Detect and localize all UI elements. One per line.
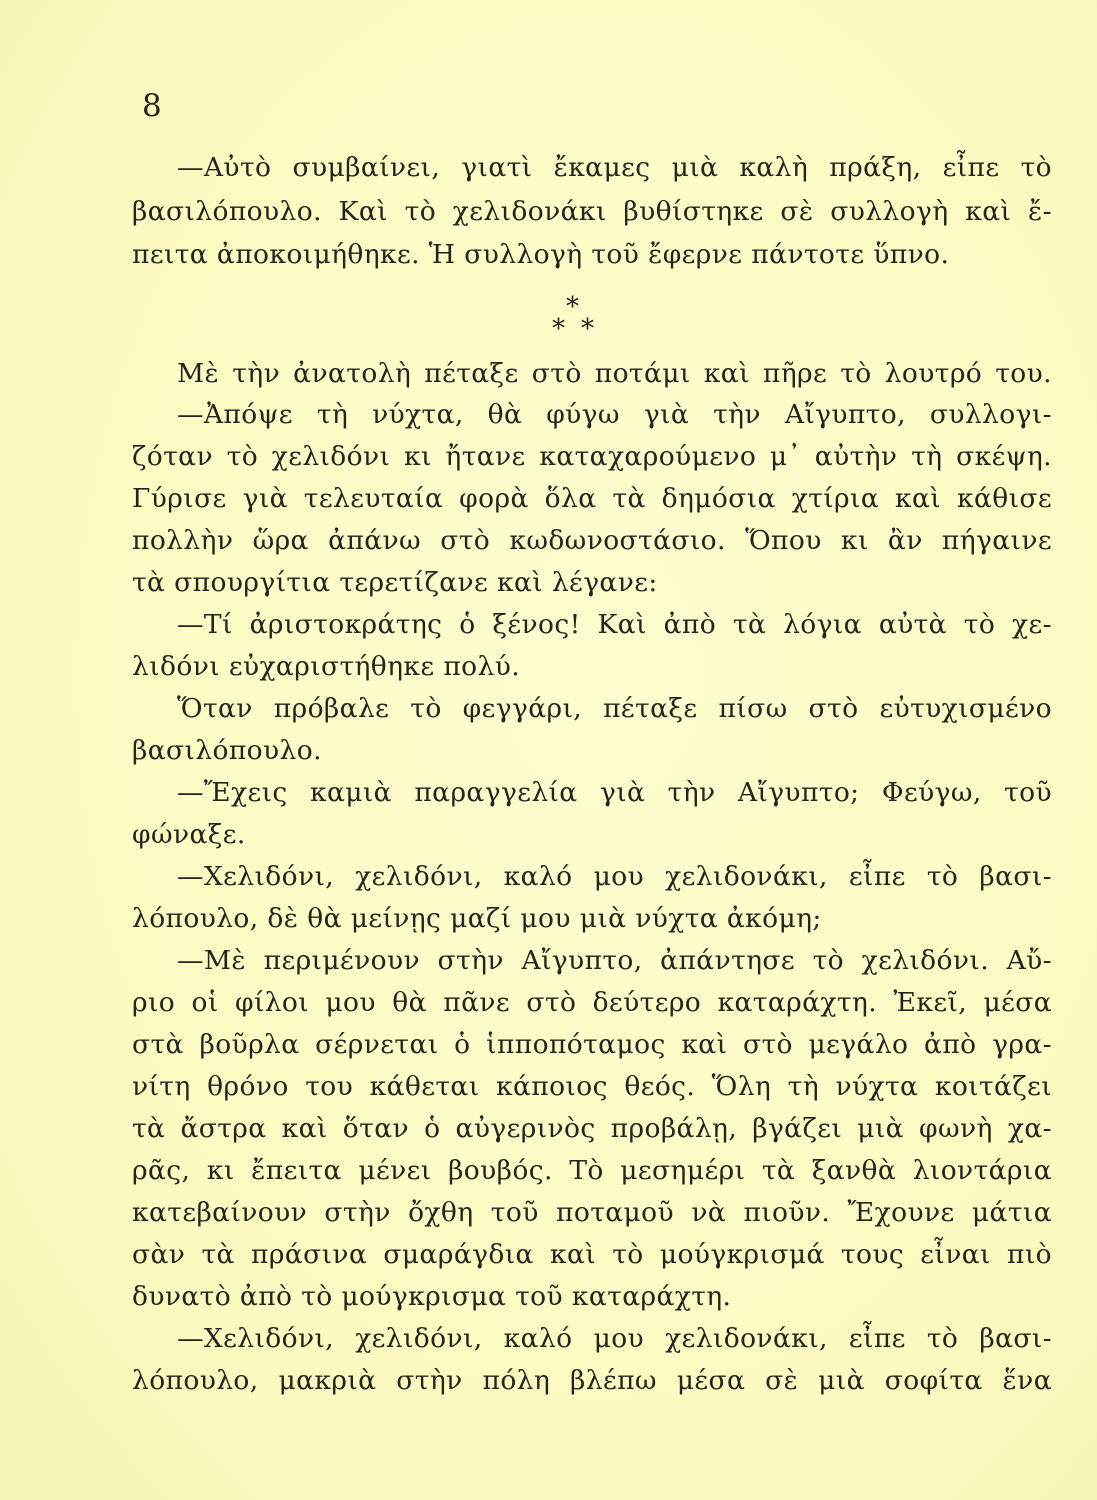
text-line: —Χελιδόνι, χελιδόνι, καλό μου χελιδονάκι, εἶπε τὸ βασι- bbox=[177, 861, 1052, 892]
text-line: φώναξε. bbox=[132, 819, 246, 850]
asterisk-ornament: * bbox=[581, 314, 594, 344]
text-line: νίτη θρόνο του κάθεται κάποιος θεός. Ὅλη τὴ νύχτα κοιτάζει bbox=[132, 1071, 1052, 1102]
text-line: —Αὐτὸ συμβαίνει, γιατὶ ἔκαμες μιὰ καλὴ πράξη, εἶπε τὸ bbox=[177, 152, 1052, 183]
text-line: βασιλόπουλο. bbox=[132, 735, 322, 766]
text-line: κατεβαίνουν στὴν ὄχθη τοῦ ποταμοῦ νὰ πιοῦν. Ἔχουνε μάτια bbox=[132, 1197, 1052, 1228]
text-line: τὰ ἄστρα καὶ ὅταν ὁ αὐγερινὸς προβάλῃ, βγάζει μιὰ φωνὴ χα- bbox=[132, 1113, 1052, 1144]
text-line: Μὲ τὴν ἀνατολὴ πέταξε στὸ ποτάμι καὶ πῆρε τὸ λουτρό του. bbox=[177, 358, 1052, 389]
text-line: σὰν τὰ πράσινα σμαράγδια καὶ τὸ μούγκρισμά τους εἶναι πιὸ bbox=[132, 1239, 1052, 1270]
text-line: δυνατὸ ἀπὸ τὸ μούγκρισμα τοῦ καταράχτη. bbox=[132, 1281, 732, 1312]
text-line: —Μὲ περιμένουν στὴν Αἴγυπτο, ἀπάντησε τὸ χελιδόνι. Αὔ- bbox=[177, 945, 1052, 976]
text-line: πειτα ἀποκοιμήθηκε. Ἡ συλλογὴ τοῦ ἔφερνε πάντοτε ὕπνο. bbox=[132, 239, 950, 270]
text-line: βασιλόπουλο. Καὶ τὸ χελιδονάκι βυθίστηκε σὲ συλλογὴ καὶ ἔ- bbox=[132, 196, 1052, 227]
asterisk-ornament: * bbox=[552, 314, 565, 344]
asterisk-ornament: * bbox=[566, 292, 579, 322]
text-line: λόπουλο, δὲ θὰ μείνῃς μαζί μου μιὰ νύχτα ἀκόμη; bbox=[132, 903, 822, 934]
text-line: λόπουλο, μακριὰ στὴν πόλη βλέπω μέσα σὲ μιὰ σοφίτα ἕνα bbox=[132, 1365, 1052, 1396]
text-line: —Ἔχεις καμιὰ παραγγελία γιὰ τὴν Αἴγυπτο; Φεύγω, τοῦ bbox=[177, 777, 1052, 808]
text-line: —Χελιδόνι, χελιδόνι, καλό μου χελιδονάκι, εἶπε τὸ βασι- bbox=[177, 1323, 1052, 1354]
text-line: —Τί ἀριστοκράτης ὁ ξένος! Καὶ ἀπὸ τὰ λόγια αὐτὰ τὸ χε- bbox=[177, 609, 1052, 640]
text-line: στὰ βοῦρλα σέρνεται ὁ ἱπποπόταμος καὶ στὸ μεγάλο ἀπὸ γρα- bbox=[132, 1029, 1052, 1060]
text-line: Ὅταν πρόβαλε τὸ φεγγάρι, πέταξε πίσω στὸ εὐτυχισμένο bbox=[177, 693, 1052, 724]
text-line: Γύρισε γιὰ τελευταία φορὰ ὅλα τὰ δημόσια χτίρια καὶ κάθισε bbox=[132, 483, 1052, 514]
text-line: ριο οἱ φίλοι μου θὰ πᾶνε στὸ δεύτερο καταράχτη. Ἐκεῖ, μέσα bbox=[132, 987, 1052, 1018]
text-line: —Ἀπόψε τὴ νύχτα, θὰ φύγω γιὰ τὴν Αἴγυπτο, συλλογι- bbox=[177, 399, 1052, 430]
text-line: πολλὴν ὥρα ἀπάνω στὸ κωδωνοστάσιο. Ὅπου κι ἂν πήγαινε bbox=[132, 525, 1052, 556]
text-line: ρᾶς, κι ἔπειτα μένει βουβός. Τὸ μεσημέρι τὰ ξανθὰ λιοντάρια bbox=[132, 1155, 1052, 1186]
text-line: λιδόνι εὐχαριστήθηκε πολύ. bbox=[132, 651, 521, 682]
text-line: ζόταν τὸ χελιδόνι κι ἤτανε καταχαρούμενο μ᾽ αὐτὴν τὴ σκέψη. bbox=[132, 441, 1052, 472]
text-line: τὰ σπουργίτια τερετίζανε καὶ λέγανε: bbox=[132, 567, 658, 598]
page-number: 8 bbox=[142, 88, 162, 124]
